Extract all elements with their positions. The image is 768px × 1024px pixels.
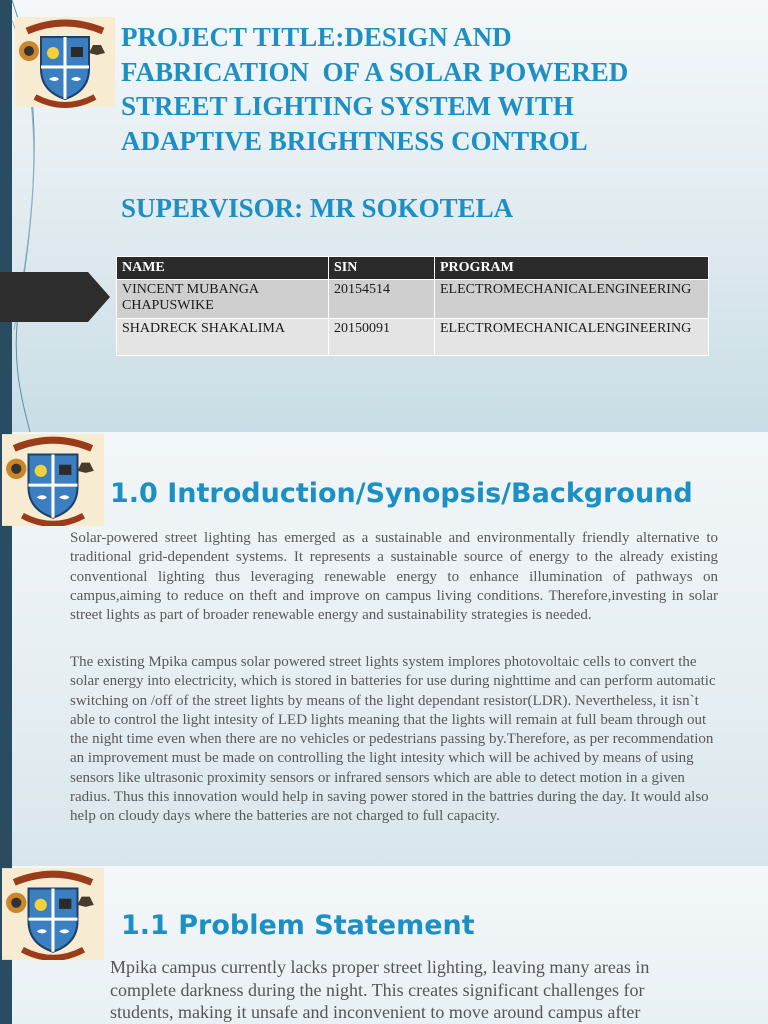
header-program: PROGRAM (435, 257, 709, 280)
arrow-shape (0, 272, 110, 322)
university-crest-logo (15, 12, 115, 112)
university-crest-logo (2, 868, 104, 960)
cell-name: VINCENT MUBANGA CHAPUSWIKE (117, 280, 329, 319)
cell-sin: 20154514 (329, 280, 435, 319)
cell-program: ELECTROMECHANICALENGINEERING (435, 319, 709, 356)
section-heading: 1.0 Introduction/Synopsis/Background (110, 478, 693, 509)
body-paragraph: Solar-powered street lighting has emerged as a sustainable and environmentally friendly alternative to traditional grid-dependent systems. It represents a sustainable source of energy to the already existing conventional lighting thus leveraging renewable energy to enhance illumination of pathways on campus,aiming to reduce on theft and improve on campus living conditions. Therefore,investing in solar street lights as part of broader renewable energy and sustainability strategies is needed. (70, 530, 718, 624)
cell-name: SHADRECK SHAKALIMA (117, 319, 329, 356)
university-crest-logo (2, 434, 104, 526)
table-row (117, 280, 709, 319)
body-paragraph: The existing Mpika campus solar powered street lights system implores photovoltaic cells to convert the solar energy into electricity, which is stored in batteries for use during nighttime and can perform automatic switching on /off of the street lights by means of the light dependant resistor(LDR). Nevertheless, it isn`t able to control the light intesity of LED lights meaning that the lights will remain at full beam through out the night time even when there are no vehicles or pedestrians passing by.Therefore, as per recommendation an improvement must be made on controlling the light intesity which will be achived by means of using sensors like ultrasonic proximity sensors or infrared sensors which are able to detect motion in a given radius. Thus this innovation would help in saving power stored in the battries during the day. It would also help on cloudy days where the batteries are not charged to full capacity. (70, 654, 716, 825)
table-header-row (117, 257, 709, 280)
title-slide (0, 0, 768, 432)
cell-program: ELECTROMECHANICALENGINEERING (435, 280, 709, 319)
cell-sin: 20150091 (329, 319, 435, 356)
header-sin: SIN (329, 257, 435, 280)
bullet-text: Mpika campus currently lacks proper street lighting, leaving many areas in complete darkness during the night. This creates significant challenges for students, making it unsafe and inconvenient to move around campus after (110, 957, 650, 1022)
problem-statement-slide (0, 866, 768, 1024)
project-title: PROJECT TITLE:DESIGN AND FABRICATION OF A SOLAR POWERED STREET LIGHTING SYSTEM WITH ADAPTIVE BRIGHTNESS CONTROL (121, 22, 629, 156)
table-row (117, 319, 709, 356)
section-heading: 1.1 Problem Statement (121, 910, 475, 941)
header-name: NAME (117, 257, 329, 280)
introduction-slide (0, 432, 768, 866)
team-table (116, 256, 709, 356)
supervisor-name: SUPERVISOR: MR SOKOTELA (121, 193, 514, 223)
